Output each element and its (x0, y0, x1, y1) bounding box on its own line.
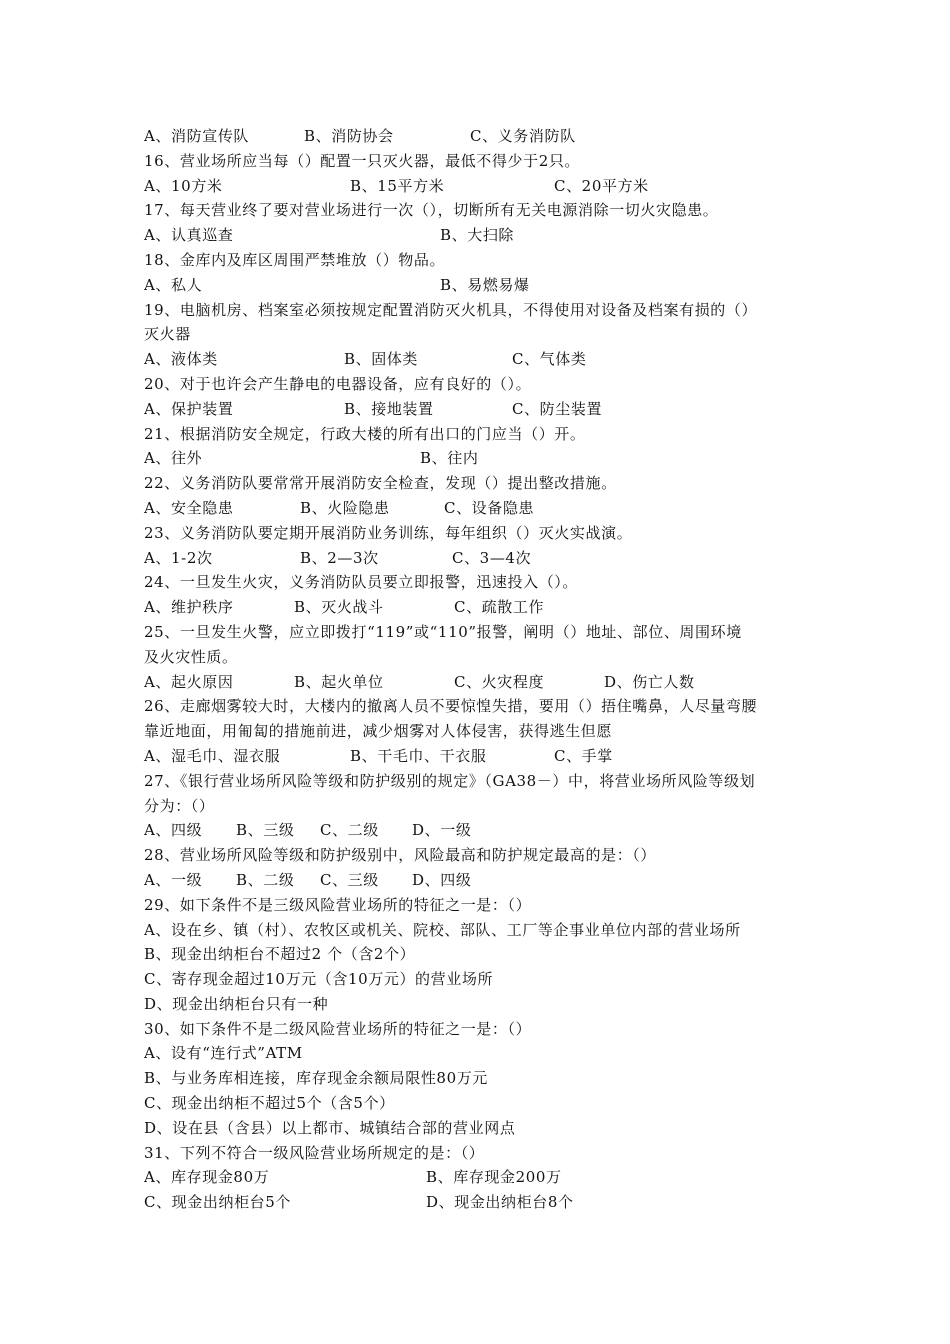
options-line (144, 546, 824, 571)
answer-option: C、防尘装置 (512, 399, 603, 418)
answer-option: B、接地装置 (344, 399, 434, 418)
answer-option: B、火险隐患 (300, 498, 390, 517)
answer-option: B、库存现金200万 (426, 1168, 562, 1187)
answer-option: C、手掌 (554, 746, 613, 765)
options-line (144, 347, 824, 372)
options-line (144, 595, 824, 620)
options-line (144, 868, 824, 893)
answer-option: B、易燃易爆 (440, 275, 530, 294)
answer-option: C、20平方米 (554, 176, 649, 195)
answer-option: B、灭火战斗 (294, 598, 384, 617)
answer-option: A、一级 (144, 870, 203, 889)
answer-option: B、干毛巾、干衣服 (350, 746, 487, 765)
question-line: 24、一旦发生火灾，义务消防队员要立即报警，迅速投入（）。 (144, 573, 578, 592)
answer-option: B、固体类 (344, 350, 419, 369)
answer-option: C、现金出纳柜台5个 (144, 1193, 292, 1212)
answer-option: D、现金出纳柜台8个 (426, 1193, 574, 1212)
question-line: D、设在县（含县）以上都市、城镇结合部的营业网点 (144, 1118, 516, 1137)
answer-option: D、四级 (412, 870, 472, 889)
answer-option: B、2—3次 (300, 548, 379, 567)
question-line: D、现金出纳柜台只有一种 (144, 994, 329, 1013)
options-line (144, 223, 824, 248)
question-line: 25、一旦发生火警，应立即拨打“119”或“110”报警，阐明（）地址、部位、周围环境 (144, 622, 742, 641)
answer-option: B、大扫除 (440, 226, 515, 245)
answer-option: C、火灾程度 (454, 672, 545, 691)
question-line: 靠近地面，用匍匐的措施前进，减少烟雾对人体侵害，获得逃生但愿 (144, 722, 613, 741)
options-line (144, 496, 824, 521)
answer-option: A、起火原因 (144, 672, 234, 691)
answer-option: A、消防宣传队 (144, 127, 250, 145)
answer-option: B、消防协会 (304, 127, 394, 145)
question-line: 31、下列不符合一级风险营业场所规定的是：（） (144, 1143, 485, 1162)
answer-option: B、15平方米 (350, 176, 445, 195)
answer-option: A、认真巡查 (144, 226, 234, 245)
question-line: 16、营业场所应当每（）配置一只灭火器，最低不得少于2只。 (144, 151, 581, 170)
answer-option: B、二级 (236, 870, 295, 889)
answer-option: A、库存现金80万 (144, 1168, 270, 1187)
question-line: B、与业务库相连接，库存现金余额局限性80万元 (144, 1069, 488, 1088)
options-line (144, 174, 824, 199)
question-line: A、设在乡、镇（村）、农牧区或机关、院校、部队、工厂等企事业单位内部的营业场所 (144, 920, 741, 939)
question-line: 21、根据消防安全规定，行政大楼的所有出口的门应当（）开。 (144, 424, 586, 443)
answer-option: A、私人 (144, 275, 203, 294)
answer-option: A、液体类 (144, 350, 218, 369)
question-line: 及火灾性质。 (144, 647, 238, 666)
options-line (144, 446, 824, 471)
options-line (144, 670, 824, 695)
question-line: 26、走廊烟雾较大时，大楼内的撤离人员不要惊惶失措，要用（）捂住嘴鼻，人尽量弯腰 (144, 697, 758, 716)
answer-option: D、一级 (412, 821, 472, 840)
question-line: 灭火器 (144, 325, 191, 344)
answer-option: C、三级 (320, 870, 379, 889)
question-line: 28、营业场所风险等级和防护级别中，风险最高和防护规定最高的是：（） (144, 846, 656, 865)
question-line: 19、电脑机房、档案室必须按规定配置消防灭火机具，不得使用对设备及档案有损的（） (144, 300, 758, 319)
answer-option: A、保护装置 (144, 399, 234, 418)
answer-option: C、义务消防队 (470, 127, 576, 145)
answer-option: B、三级 (236, 821, 295, 840)
question-line: C、现金出纳柜不超过5个（含5个） (144, 1094, 395, 1113)
options-line (144, 397, 824, 422)
question-list (144, 124, 824, 1215)
question-line: 30、如下条件不是二级风险营业场所的特征之一是：（） (144, 1019, 532, 1038)
options-line (144, 1165, 824, 1190)
answer-option: A、安全隐患 (144, 498, 234, 517)
answer-option: A、四级 (144, 821, 203, 840)
answer-option: C、设备隐患 (444, 498, 535, 517)
question-line: 29、如下条件不是三级风险营业场所的特征之一是：（） (144, 895, 532, 914)
question-line: 分为：（） (144, 796, 215, 815)
question-line: 17、每天营业终了要对营业场进行一次（），切断所有无关电源消除一切火灾隐患。 (144, 201, 719, 220)
answer-option: C、3—4次 (452, 548, 532, 567)
options-line (144, 124, 824, 149)
answer-option: A、湿毛巾、湿衣服 (144, 746, 281, 765)
answer-option: B、起火单位 (294, 672, 384, 691)
answer-option: B、往内 (420, 449, 479, 468)
answer-option: D、伤亡人数 (604, 672, 695, 691)
question-line: 18、金库内及库区周围严禁堆放（）物品。 (144, 250, 446, 269)
question-line: 23、义务消防队要定期开展消防业务训练，每年组织（）灭火实战演。 (144, 523, 633, 542)
options-line (144, 1190, 824, 1215)
options-line (144, 744, 824, 769)
question-line: 27、《银行营业场所风险等级和防护级别的规定》（GA38－）中，将营业场所风险等级划 (144, 771, 756, 790)
answer-option: A、往外 (144, 449, 203, 468)
answer-option: C、气体类 (512, 350, 587, 369)
question-line: B、现金出纳柜台不超过2 个（含2个） (144, 945, 416, 964)
answer-option: C、疏散工作 (454, 598, 545, 617)
options-line (144, 818, 824, 843)
question-line: 22、义务消防队要常常开展消防安全检查，发现（）提出整改措施。 (144, 474, 617, 493)
question-line: 20、对于也许会产生静电的电器设备，应有良好的（）。 (144, 374, 532, 393)
answer-option: A、1-2次 (144, 548, 213, 567)
answer-option: A、维护秩序 (144, 598, 234, 617)
options-line (144, 273, 824, 298)
question-line: C、寄存现金超过10万元（含10万元）的营业场所 (144, 970, 494, 989)
answer-option: A、10方米 (144, 176, 223, 195)
question-line: A、设有“连行式”ATM (144, 1044, 303, 1063)
answer-option: C、二级 (320, 821, 379, 840)
